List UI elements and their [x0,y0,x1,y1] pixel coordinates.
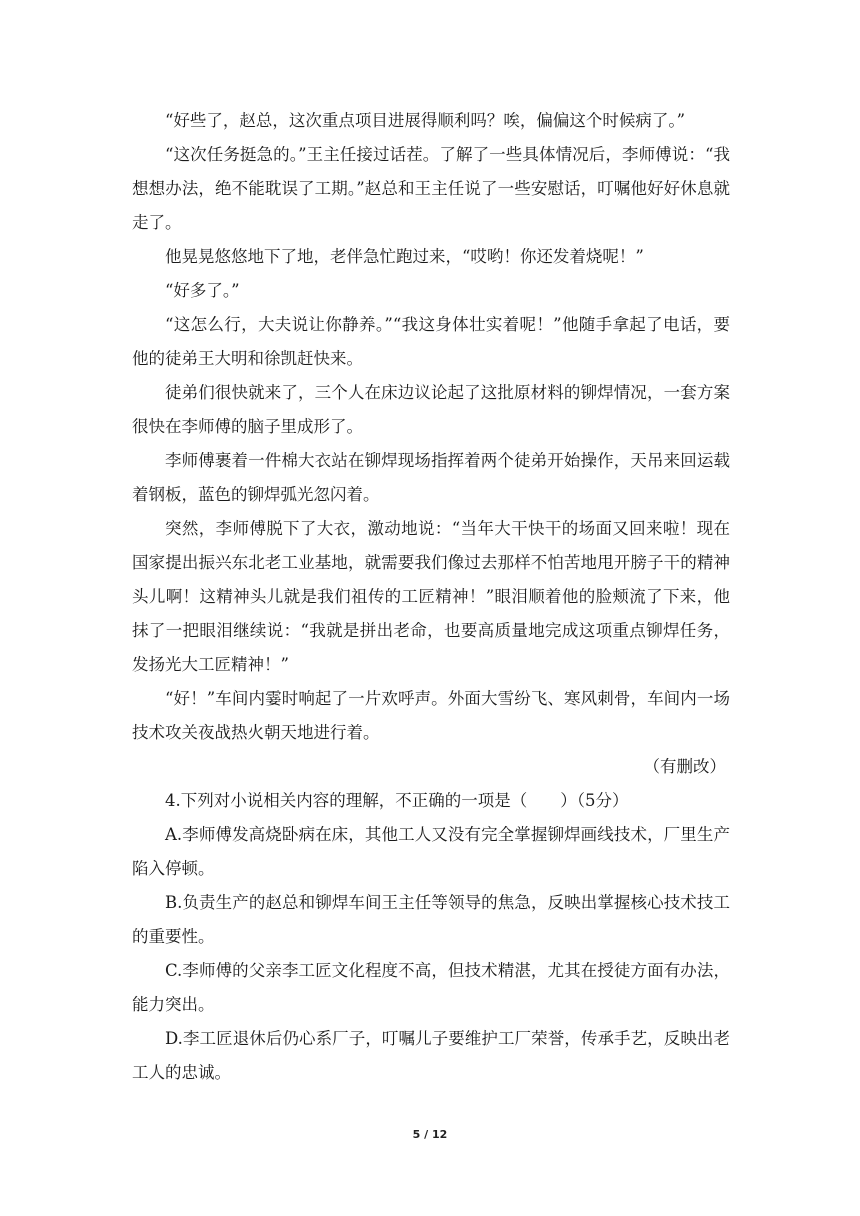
option-b: B.负责生产的赵总和铆焊车间王主任等领导的焦急，反映出掌握核心技术技工的重要性。 [132,893,730,946]
option-a: A.李师傅发高烧卧病在床，其他工人又没有完全掌握铆焊画线技术，厂里生产陷入停顿。 [132,825,730,878]
question-stem: 4.下列对小说相关内容的理解，不正确的一项是（ ）（5分） [165,791,629,810]
story-text [132,104,730,1090]
page-number: 5 / 12 [412,1128,448,1141]
option-c: C.李师傅的父亲李工匠文化程度不高，但技术精湛，尤其在授徒方面有办法，能力突出。 [132,961,730,1014]
story-paragraph: 李师傅裹着一件棉大衣站在铆焊现场指挥着两个徒弟开始操作，天吊来回运载着钢板，蓝色的铆焊弧光忽闪着。 [132,451,730,504]
story-paragraph: 他晃晃悠悠地下了地，老伴急忙跑过来，“哎哟！你还发着烧呢！” [165,247,644,266]
story-paragraph: 突然，李师傅脱下了大衣，激动地说：“当年大干快干的场面又回来啦！现在国家提出振兴东北老工业基地，就需要我们像过去那样不怕苦地甩开膀子干的精神头儿啊！这精神头儿就是我们祖传的工匠精神！”眼泪顺着他的脸颊流了下来，他抹了一把眼泪继续说：“我就是拼出老命，也要高质量地完成这项重点铆焊任务，发扬光大工匠精神！” [132,519,730,674]
story-paragraph: “好！”车间内霎时响起了一片欢呼声。外面大雪纷飞、寒风刺骨，车间内一场技术攻关夜战热火朝天地进行着。 [132,689,730,742]
story-paragraph: “这次任务挺急的。”王主任接过话茬。了解了一些具体情况后，李师傅说：“我想想办法，绝不能耽误了工期。”赵总和王主任说了一些安慰话，叮嘱他好好休息就走了。 [132,145,730,232]
story-paragraph: 徒弟们很快就来了，三个人在床边议论起了这批原材料的铆焊情况，一套方案很快在李师傅的脑子里成形了。 [132,383,730,436]
source-note: （有删改） [643,757,726,776]
story-paragraph: “这怎么行，大夫说让你静养。”“我这身体壮实着呢！”他随手拿起了电话，要他的徒弟王大明和徐凯赶快来。 [132,315,730,368]
story-paragraph: “好多了。” [165,281,240,300]
story-paragraph: “好些了，赵总，这次重点项目进展得顺利吗？唉，偏偏这个时候病了。” [165,111,686,130]
option-d: D.李工匠退休后仍心系厂子，叮嘱儿子要维护工厂荣誉，传承手艺，反映出老工人的忠诚。 [132,1029,730,1082]
